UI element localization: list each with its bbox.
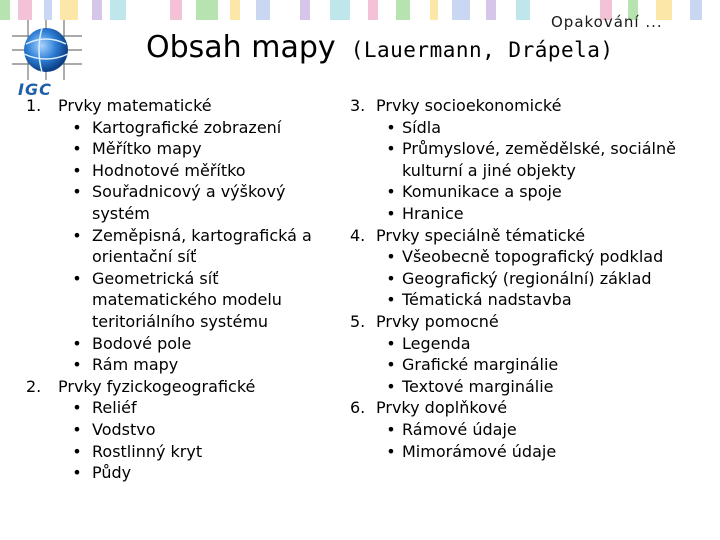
list-item [350,441,720,463]
section-heading [350,311,720,333]
section-label: Prvky matematické [58,96,212,115]
list-item-text: Průmyslové, zemědělské, sociálně kulturní a jiné objekty [402,139,676,180]
list-item-text: Sídla [402,117,442,137]
right-column [350,95,720,462]
list-item-text: Tématická nadstavba [402,290,572,310]
logo-text: IGC [18,80,52,99]
list-item [26,117,346,139]
bullet-icon: • [386,203,396,223]
bullet-icon: • [386,441,396,461]
list-item-text: Měřítko mapy [92,139,202,159]
bullet-icon: • [386,290,396,310]
list-item [26,397,346,419]
list-item [350,289,720,311]
list-item-text: Kartografické zobrazení [92,117,282,137]
list-item [26,225,346,268]
section-number: 5. [350,311,366,331]
bullet-icon: • [386,419,396,439]
bullet-icon: • [72,398,82,418]
list-item [26,181,346,224]
section-label: Prvky speciálně tématické [376,225,586,245]
bullet-icon: • [72,441,82,461]
list-item [350,246,720,268]
list-item [350,117,720,139]
bullet-icon: • [72,182,82,202]
bullet-icon: • [72,139,82,159]
list-item-text: Souřadnicový a výškový systém [92,182,286,223]
section-label: Prvky pomocné [376,311,499,331]
section-label: Prvky socioekonomické [376,96,562,115]
section-heading [26,95,346,117]
bullet-icon: • [72,160,82,180]
list-item-text: Rostlinný kryt [92,441,203,461]
list-item [26,419,346,441]
bullet-icon: • [386,117,396,137]
bullet-icon: • [72,268,82,288]
igc-logo [8,14,86,99]
section-number: 4. [350,225,366,245]
list-item-text: Textové marginálie [402,376,554,396]
section-number: 1. [26,96,42,115]
list-item-text: Legenda [402,333,471,353]
list-item-text: Hodnotové měřítko [92,160,246,180]
list-item-text: Mimorámové údaje [402,441,557,461]
list-item [26,354,346,376]
list-item [26,333,346,355]
title-authors: (Lauermann, Drápela) [350,38,614,62]
bullet-icon: • [72,333,82,353]
list-item-text: Bodové pole [92,333,192,353]
list-item [350,419,720,441]
list-item [350,181,720,203]
list-item [26,441,346,463]
section-heading [350,95,720,117]
section-number: 2. [26,376,42,396]
bullet-icon: • [386,333,396,353]
list-item-text: Rám mapy [92,355,179,375]
bullet-icon: • [386,247,396,267]
list-item [350,203,720,225]
list-item-text: Hranice [402,203,464,223]
list-item-text: Grafické marginálie [402,355,559,375]
list-item-text: Půdy [92,463,132,483]
section-heading [26,376,346,398]
globe-icon [8,14,86,84]
list-item [350,138,720,181]
bullet-icon: • [386,355,396,375]
list-item [26,462,346,484]
list-item [350,376,720,398]
list-item [350,268,720,290]
bullet-icon: • [72,117,82,137]
title-main: Obsah mapy [146,30,336,65]
bullet-icon: • [386,268,396,288]
header-top-right: Opakování ... [551,13,663,31]
bullet-icon: • [386,139,396,159]
section-number: 6. [350,398,366,418]
section-heading [350,397,720,419]
list-item-text: Zeměpisná, kartografická a orientační síť [92,225,312,267]
list-item [26,268,346,333]
bullet-icon: • [72,225,82,245]
left-column [26,95,346,484]
list-item [26,138,346,160]
list-item-text: Geografický (regionální) základ [402,268,652,288]
list-item [26,160,346,182]
section-number: 3. [350,96,366,115]
list-item-text: Geometrická síť matematického modelu teritoriálního systému [92,268,282,331]
list-item [350,333,720,355]
list-item-text: Reliéf [92,398,137,418]
list-item [350,354,720,376]
section-label: Prvky fyzickogeografické [58,376,256,396]
bullet-icon: • [72,419,82,439]
bullet-icon: • [386,376,396,396]
section-heading [350,225,720,247]
list-item-text: Komunikace a spoje [402,182,562,202]
list-item-text: Všeobecně topografický podklad [402,247,664,267]
page-title [146,30,614,65]
list-item-text: Vodstvo [92,419,156,439]
bullet-icon: • [386,182,396,202]
list-item-text: Rámové údaje [402,419,517,439]
section-label: Prvky doplňkové [376,398,508,418]
bullet-icon: • [72,463,82,483]
bullet-icon: • [72,355,82,375]
